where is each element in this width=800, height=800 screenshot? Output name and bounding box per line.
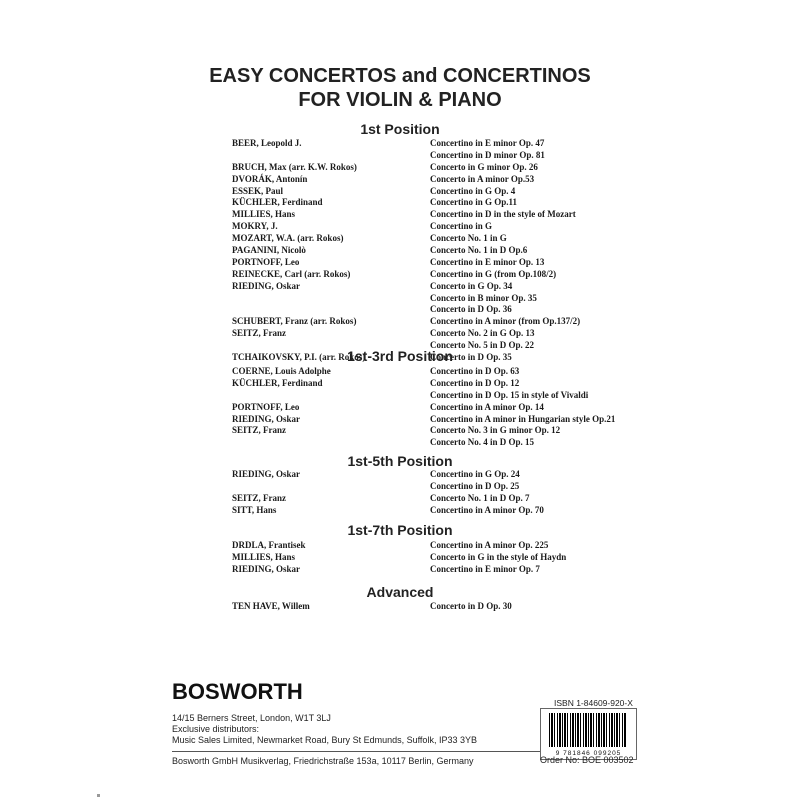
work-title: Concertino in D Op. 63 (430, 366, 520, 376)
barcode (540, 708, 637, 760)
section-list (0, 469, 800, 517)
list-item (0, 402, 800, 414)
work-title: Concertino in E minor Op. 13 (430, 256, 545, 267)
list-item (0, 221, 800, 233)
work-title: Concerto No. 2 in G Op. 13 (430, 328, 535, 339)
composer-name: BEER, Leopold J. (232, 138, 302, 148)
composer-name: RIEDING, Oskar (232, 280, 301, 291)
work-title: Concerto in D Op. 36 (430, 304, 512, 315)
publisher-address: 14/15 Berners Street, London, W1T 3LJ (172, 713, 331, 723)
list-item (0, 601, 800, 613)
section-heading: 1st Position (360, 121, 440, 137)
composer-name: SCHUBERT, Franz (arr. Rokos) (232, 316, 357, 327)
list-item (0, 366, 800, 378)
composer-name: COERNE, Louis Adolphe (232, 366, 331, 376)
list-item (0, 390, 800, 402)
composer-name: MOZART, W.A. (arr. Rokos) (232, 233, 344, 244)
work-title: Concertino in E minor Op. 47 (430, 138, 545, 148)
list-item (0, 293, 800, 305)
composer-name: RIEDING, Oskar (232, 563, 301, 574)
work-title: Concertino in D in the style of Mozart (430, 209, 576, 220)
list-item (0, 197, 800, 209)
work-title: Concertino in D Op. 15 in style of Vivaldi (430, 389, 589, 400)
publisher-name: BOSWORTH (172, 679, 303, 704)
composer-name: MOKRY, J. (232, 221, 278, 232)
work-title: Concerto No. 4 in D Op. 15 (430, 437, 534, 448)
list-item (0, 425, 800, 437)
work-title: Concertino in A minor Op. 14 (430, 401, 544, 412)
list-item (0, 281, 800, 293)
list-item (0, 564, 800, 576)
work-title: Concertino in A minor Op. 70 (430, 504, 544, 515)
composer-name: SEITZ, Franz (232, 492, 287, 503)
composer-name: SEITZ, Franz (232, 425, 287, 436)
work-title: Concertino in G Op. 4 (430, 185, 516, 196)
list-item (0, 378, 800, 390)
composer-name: PAGANINI, Nicolò (232, 245, 306, 256)
barcode-bars (549, 713, 627, 747)
list-item (0, 186, 800, 198)
list-item (0, 209, 800, 221)
order-number: Order No: BOE 003502 (540, 755, 634, 765)
composer-name: PORTNOFF, Leo (232, 256, 300, 267)
list-item (0, 481, 800, 493)
distributors-address: Music Sales Limited, Newmarket Road, Bury St Edmunds, Suffolk, IP33 3YB (172, 735, 477, 745)
list-item (0, 269, 800, 281)
work-title: Concerto No. 1 in D Op. 7 (430, 492, 530, 503)
scan-speck (97, 794, 100, 797)
section-heading: 1st-5th Position (347, 453, 453, 469)
work-title: Concertino in G Op.11 (430, 197, 518, 208)
list-item (0, 138, 800, 150)
work-title: Concertino in G (430, 221, 492, 232)
work-title: Concertino in A minor Op. 225 (430, 540, 549, 550)
list-item (0, 469, 800, 481)
composer-name: TCHAIKOVSKY, P.I. (arr. Rokos) (232, 352, 366, 363)
page-title-line1: EASY CONCERTOS and CONCERTINOS (209, 65, 591, 87)
list-item (0, 540, 800, 552)
composer-name: RIEDING, Oskar (232, 469, 301, 479)
list-item (0, 437, 800, 449)
list-item (0, 257, 800, 269)
composer-name: KÜCHLER, Ferdinand (232, 197, 323, 208)
list-item (0, 328, 800, 340)
composer-name: RIEDING, Oskar (232, 413, 301, 424)
work-title: Concertino in D Op. 12 (430, 377, 520, 388)
work-title: Concerto in G minor Op. 26 (430, 161, 538, 172)
composer-name: SEITZ, Franz (232, 328, 287, 339)
list-item (0, 150, 800, 162)
german-address: Bosworth GmbH Musikverlag, Friedrichstraße 153a, 10117 Berlin, Germany (172, 756, 474, 766)
work-title: Concertino in A minor in Hungarian style Op.21 (430, 413, 616, 424)
composer-name: DRDLA, Frantisek (232, 540, 306, 550)
work-title: Concerto in G Op. 34 (430, 280, 513, 291)
list-item (0, 174, 800, 186)
list-item (0, 552, 800, 564)
list-item (0, 316, 800, 328)
work-title: Concerto No. 5 in D Op. 22 (430, 340, 534, 351)
work-title: Concerto in A minor Op.53 (430, 173, 535, 184)
section-list (0, 138, 800, 364)
section-heading: 1st-3rd Position (347, 348, 453, 364)
list-item (0, 414, 800, 426)
composer-name: BRUCH, Max (arr. K.W. Rokos) (232, 161, 357, 172)
composer-name: DVORÁK, Antonín (232, 173, 308, 184)
section-list (0, 601, 800, 613)
work-title: Concerto No. 3 in G minor Op. 12 (430, 425, 561, 436)
work-title: Concertino in G Op. 24 (430, 469, 520, 479)
composer-name: PORTNOFF, Leo (232, 401, 300, 412)
work-title: Concertino in D Op. 25 (430, 480, 520, 491)
list-item (0, 162, 800, 174)
work-title: Concerto No. 1 in G (430, 233, 507, 244)
list-item (0, 245, 800, 257)
composer-name: REINECKE, Carl (arr. Rokos) (232, 268, 351, 279)
composer-name: SITT, Hans (232, 504, 277, 515)
work-title: Concertino in D minor Op. 81 (430, 149, 545, 160)
work-title: Concertino in G (from Op.108/2) (430, 268, 557, 279)
composer-name: MILLIES, Hans (232, 551, 296, 562)
list-item (0, 304, 800, 316)
section-list (0, 540, 800, 576)
work-title: Concerto in B minor Op. 35 (430, 292, 537, 303)
work-title: Concerto in G in the style of Haydn (430, 551, 567, 562)
section-list (0, 366, 800, 449)
list-item (0, 493, 800, 505)
work-title: Concerto No. 1 in D Op.6 (430, 245, 528, 256)
composer-name: KÜCHLER, Ferdinand (232, 377, 323, 388)
composer-name: ESSEK, Paul (232, 185, 284, 196)
work-title: Concerto in D Op. 30 (430, 601, 512, 611)
work-title: Concertino in E minor Op. 7 (430, 563, 540, 574)
page-title-line2: FOR VIOLIN & PIANO (298, 89, 502, 111)
distributors-label: Exclusive distributors: (172, 724, 260, 734)
section-heading: 1st-7th Position (347, 522, 453, 538)
barcode-digits: 9 781846 099205 (555, 750, 622, 757)
work-title: Concerto in D Op. 35 (430, 352, 512, 363)
composer-name: TEN HAVE, Willem (232, 601, 310, 611)
list-item (0, 233, 800, 245)
composer-name: MILLIES, Hans (232, 209, 296, 220)
list-item (0, 505, 800, 517)
isbn-text: ISBN 1-84609-920-X (554, 698, 633, 708)
section-heading: Advanced (366, 584, 434, 600)
work-title: Concertino in A minor (from Op.137/2) (430, 316, 581, 327)
